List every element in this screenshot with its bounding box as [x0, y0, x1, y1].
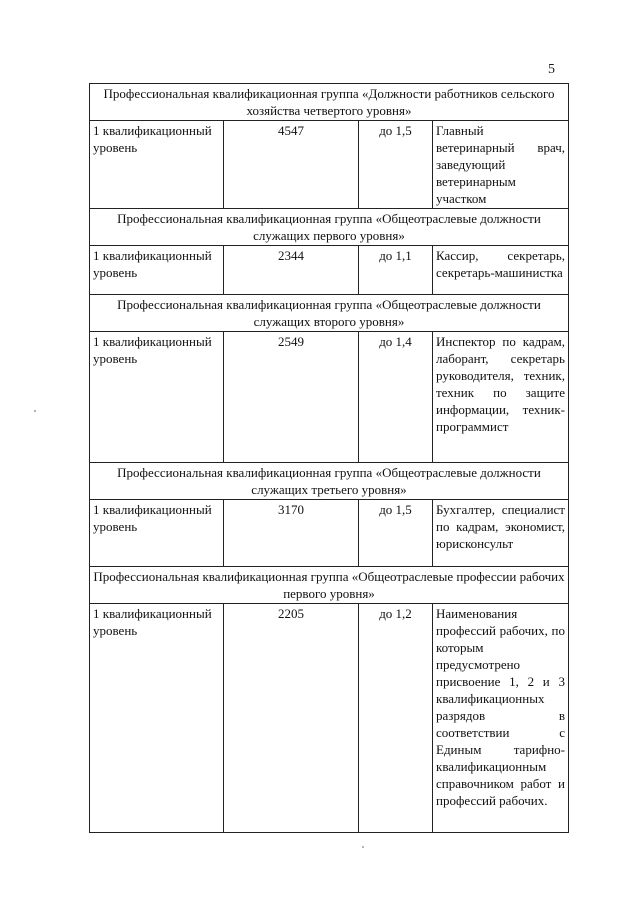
scan-speck: [34, 410, 36, 412]
table-row: [90, 500, 569, 567]
group-title: Профессиональная квалификационная группа «Общеотраслевые профессии рабочих первого уровня»: [90, 567, 569, 604]
positions-cell: Кассир, секретарь, секретарь-машинистка: [433, 246, 569, 295]
group-title: Профессиональная квалификационная группа «Общеотраслевые должности служащих первого уровня»: [90, 209, 569, 246]
positions-cell: Главный ветеринарный врач, заведующий ветеринарным участком: [433, 121, 569, 209]
qualification-level-cell: 1 квалификационный уровень: [90, 121, 224, 209]
group-header-row: [90, 84, 569, 121]
group-header-row: [90, 209, 569, 246]
salary-cell: 2549: [224, 332, 359, 463]
salary-cell: 4547: [224, 121, 359, 209]
positions-cell: Инспектор по кадрам, лаборант, секретарь руководителя, техник, техник по защите информации, техник-программист: [433, 332, 569, 463]
scan-speck: [362, 846, 364, 848]
qualification-level-cell: 1 квалификационный уровень: [90, 332, 224, 463]
group-title: Профессиональная квалификационная группа «Общеотраслевые должности служащих второго уровня»: [90, 295, 569, 332]
coefficient-cell: до 1,5: [359, 500, 433, 567]
coefficient-cell: до 1,4: [359, 332, 433, 463]
coefficient-cell: до 1,5: [359, 121, 433, 209]
group-header-row: [90, 463, 569, 500]
coefficient-cell: до 1,2: [359, 604, 433, 833]
table-row: [90, 121, 569, 209]
salary-table: [89, 83, 569, 833]
salary-cell: 3170: [224, 500, 359, 567]
qualification-level-cell: 1 квалификационный уровень: [90, 246, 224, 295]
group-header-row: [90, 295, 569, 332]
salary-cell: 2344: [224, 246, 359, 295]
group-header-row: [90, 567, 569, 604]
table-row: [90, 246, 569, 295]
coefficient-cell: до 1,1: [359, 246, 433, 295]
group-title: Профессиональная квалификационная группа «Общеотраслевые должности служащих третьего уровня»: [90, 463, 569, 500]
qualification-level-cell: 1 квалификационный уровень: [90, 604, 224, 833]
page-number: 5: [548, 62, 555, 77]
table-row: [90, 604, 569, 833]
group-title: Профессиональная квалификационная группа «Должности работников сельского хозяйства четвертого уровня»: [90, 84, 569, 121]
positions-cell: Бухгалтер, специалист по кадрам, экономист, юрисконсульт: [433, 500, 569, 567]
salary-cell: 2205: [224, 604, 359, 833]
positions-cell: Наименования профессий рабочих, по которым предусмотрено присвоение 1, 2 и 3 квалификационных разрядов в соответствии с Единым тарифно-квалификационным справочником работ и профессий рабочих.: [433, 604, 569, 833]
qualification-level-cell: 1 квалификационный уровень: [90, 500, 224, 567]
table-row: [90, 332, 569, 463]
